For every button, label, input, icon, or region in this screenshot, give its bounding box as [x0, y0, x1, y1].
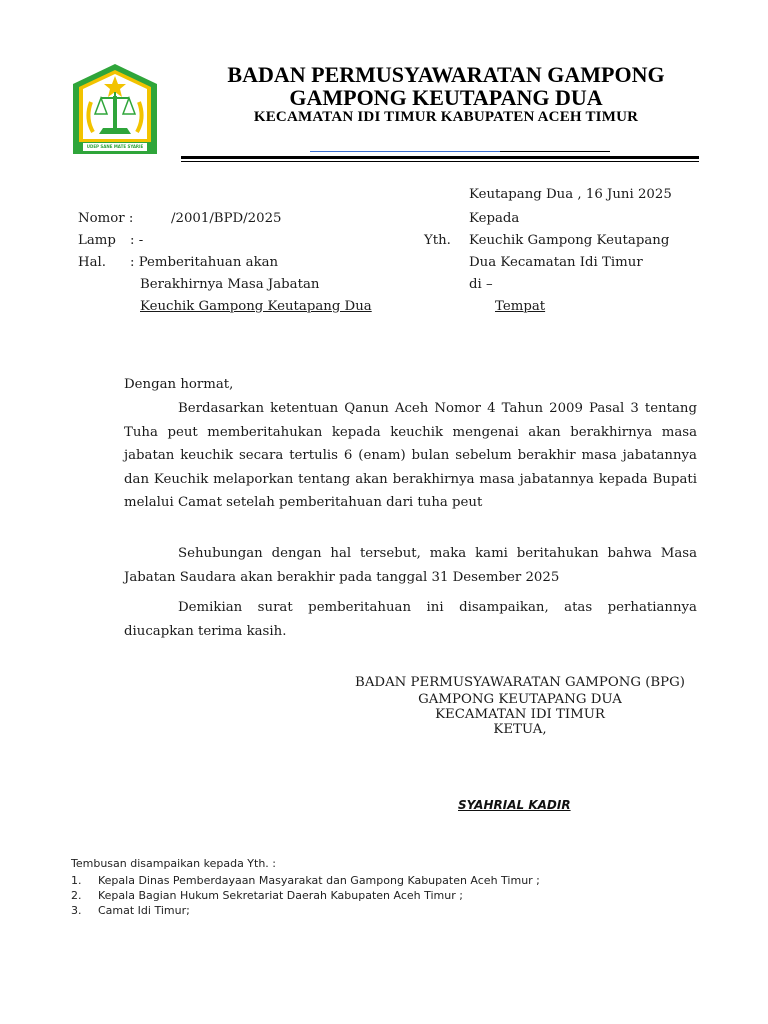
signatory-name: SYAHRIAL KADIR [458, 798, 571, 812]
list-item [71, 904, 190, 917]
paragraph-3 [124, 596, 697, 643]
recipient-line-2: Dua Kecamatan Idi Timur [469, 255, 643, 270]
signature-line-2: GAMPONG KEUTAPANG DUA [418, 692, 622, 707]
letterhead-rule-thin [181, 161, 699, 162]
signature-line-3: KECAMATAN IDI TIMUR [435, 707, 605, 722]
letterhead-rule-thick [181, 156, 699, 159]
cc-heading: Tembusan disampaikan kepada Yth. : [71, 857, 277, 870]
signature-line-4: KETUA, [493, 722, 547, 737]
recipient-line-1: Keuchik Gampong Keutapang [469, 233, 670, 248]
signature-line-1: BADAN PERMUSYAWARATAN GAMPONG (BPG) [355, 675, 685, 690]
paragraph-2 [124, 542, 697, 589]
recipient-tempat: Tempat [495, 299, 546, 314]
letter-date: Keutapang Dua , 16 Juni 2025 [469, 187, 672, 202]
recipient-kepada: Kepada [469, 211, 520, 226]
letterhead-subtitle: GAMPONG KEUTAPANG DUA [289, 85, 603, 110]
list-item-text: Kepala Dinas Pemberdayaan Masyarakat dan Gampong Kabupaten Aceh Timur ; [98, 874, 540, 887]
paragraph-1-text: Berdasarkan ketentuan Qanun Aceh Nomor 4 Tahun 2009 Pasal 3 tentang Tuha peut memberitahukan kepada keuchik mengenai akan berakhirnya masa jabatan keuchik secara tertulis 6 (enam) bulan sebelum berakhir masa jabatannya dan Keuchik melaporkan tentang akan berakhirnya masa jabatannya kepada Bupati melalui Camat setelah pemberitahuan dari tuha peut [124, 401, 697, 510]
paragraph-2-text: Sehubungan dengan hal tersebut, maka kami beritahukan bahwa Masa Jabatan Saudara akan berakhir pada tanggal 31 Desember 2025 [124, 546, 697, 585]
hal-line-2: Berakhirnya Masa Jabatan [140, 277, 320, 292]
list-item [71, 874, 540, 887]
salutation: Dengan hormat, [124, 377, 234, 392]
list-item-number: 2. [71, 889, 82, 902]
paragraph-1 [124, 397, 697, 515]
paragraph-3-text: Demikian surat pemberitahuan ini disampaikan, atas perhatiannya diucapkan terima kasih. [124, 600, 697, 639]
list-item-number: 3. [71, 904, 82, 917]
hal-line-1: : Pemberitahuan akan [130, 255, 279, 270]
lamp-label: Lamp [78, 233, 116, 248]
recipient-yth: Yth. [424, 233, 451, 248]
lamp-value: : - [130, 233, 144, 248]
list-item-text: Kepala Bagian Hukum Sekretariat Daerah Kabupaten Aceh Timur ; [98, 889, 463, 902]
logo-motto: UDEP SANE MATE SYARIE [86, 144, 144, 149]
letterhead-address: KECAMATAN IDI TIMUR KABUPATEN ACEH TIMUR [253, 109, 639, 125]
list-item-text: Camat Idi Timur; [98, 904, 190, 917]
recipient-di: di – [469, 277, 493, 292]
hal-label: Hal. [78, 255, 107, 270]
nomor-label: Nomor : [78, 211, 134, 226]
list-item-number: 1. [71, 874, 82, 887]
aceh-timur-emblem-logo [69, 62, 161, 156]
list-item [71, 889, 463, 902]
nomor-value: /2001/BPD/2025 [171, 211, 282, 226]
blue-underline [310, 151, 500, 152]
letterhead-title: BADAN PERMUSYAWARATAN GAMPONG [227, 62, 665, 87]
black-underline [500, 151, 610, 152]
hal-line-3: Keuchik Gampong Keutapang Dua [140, 299, 372, 314]
